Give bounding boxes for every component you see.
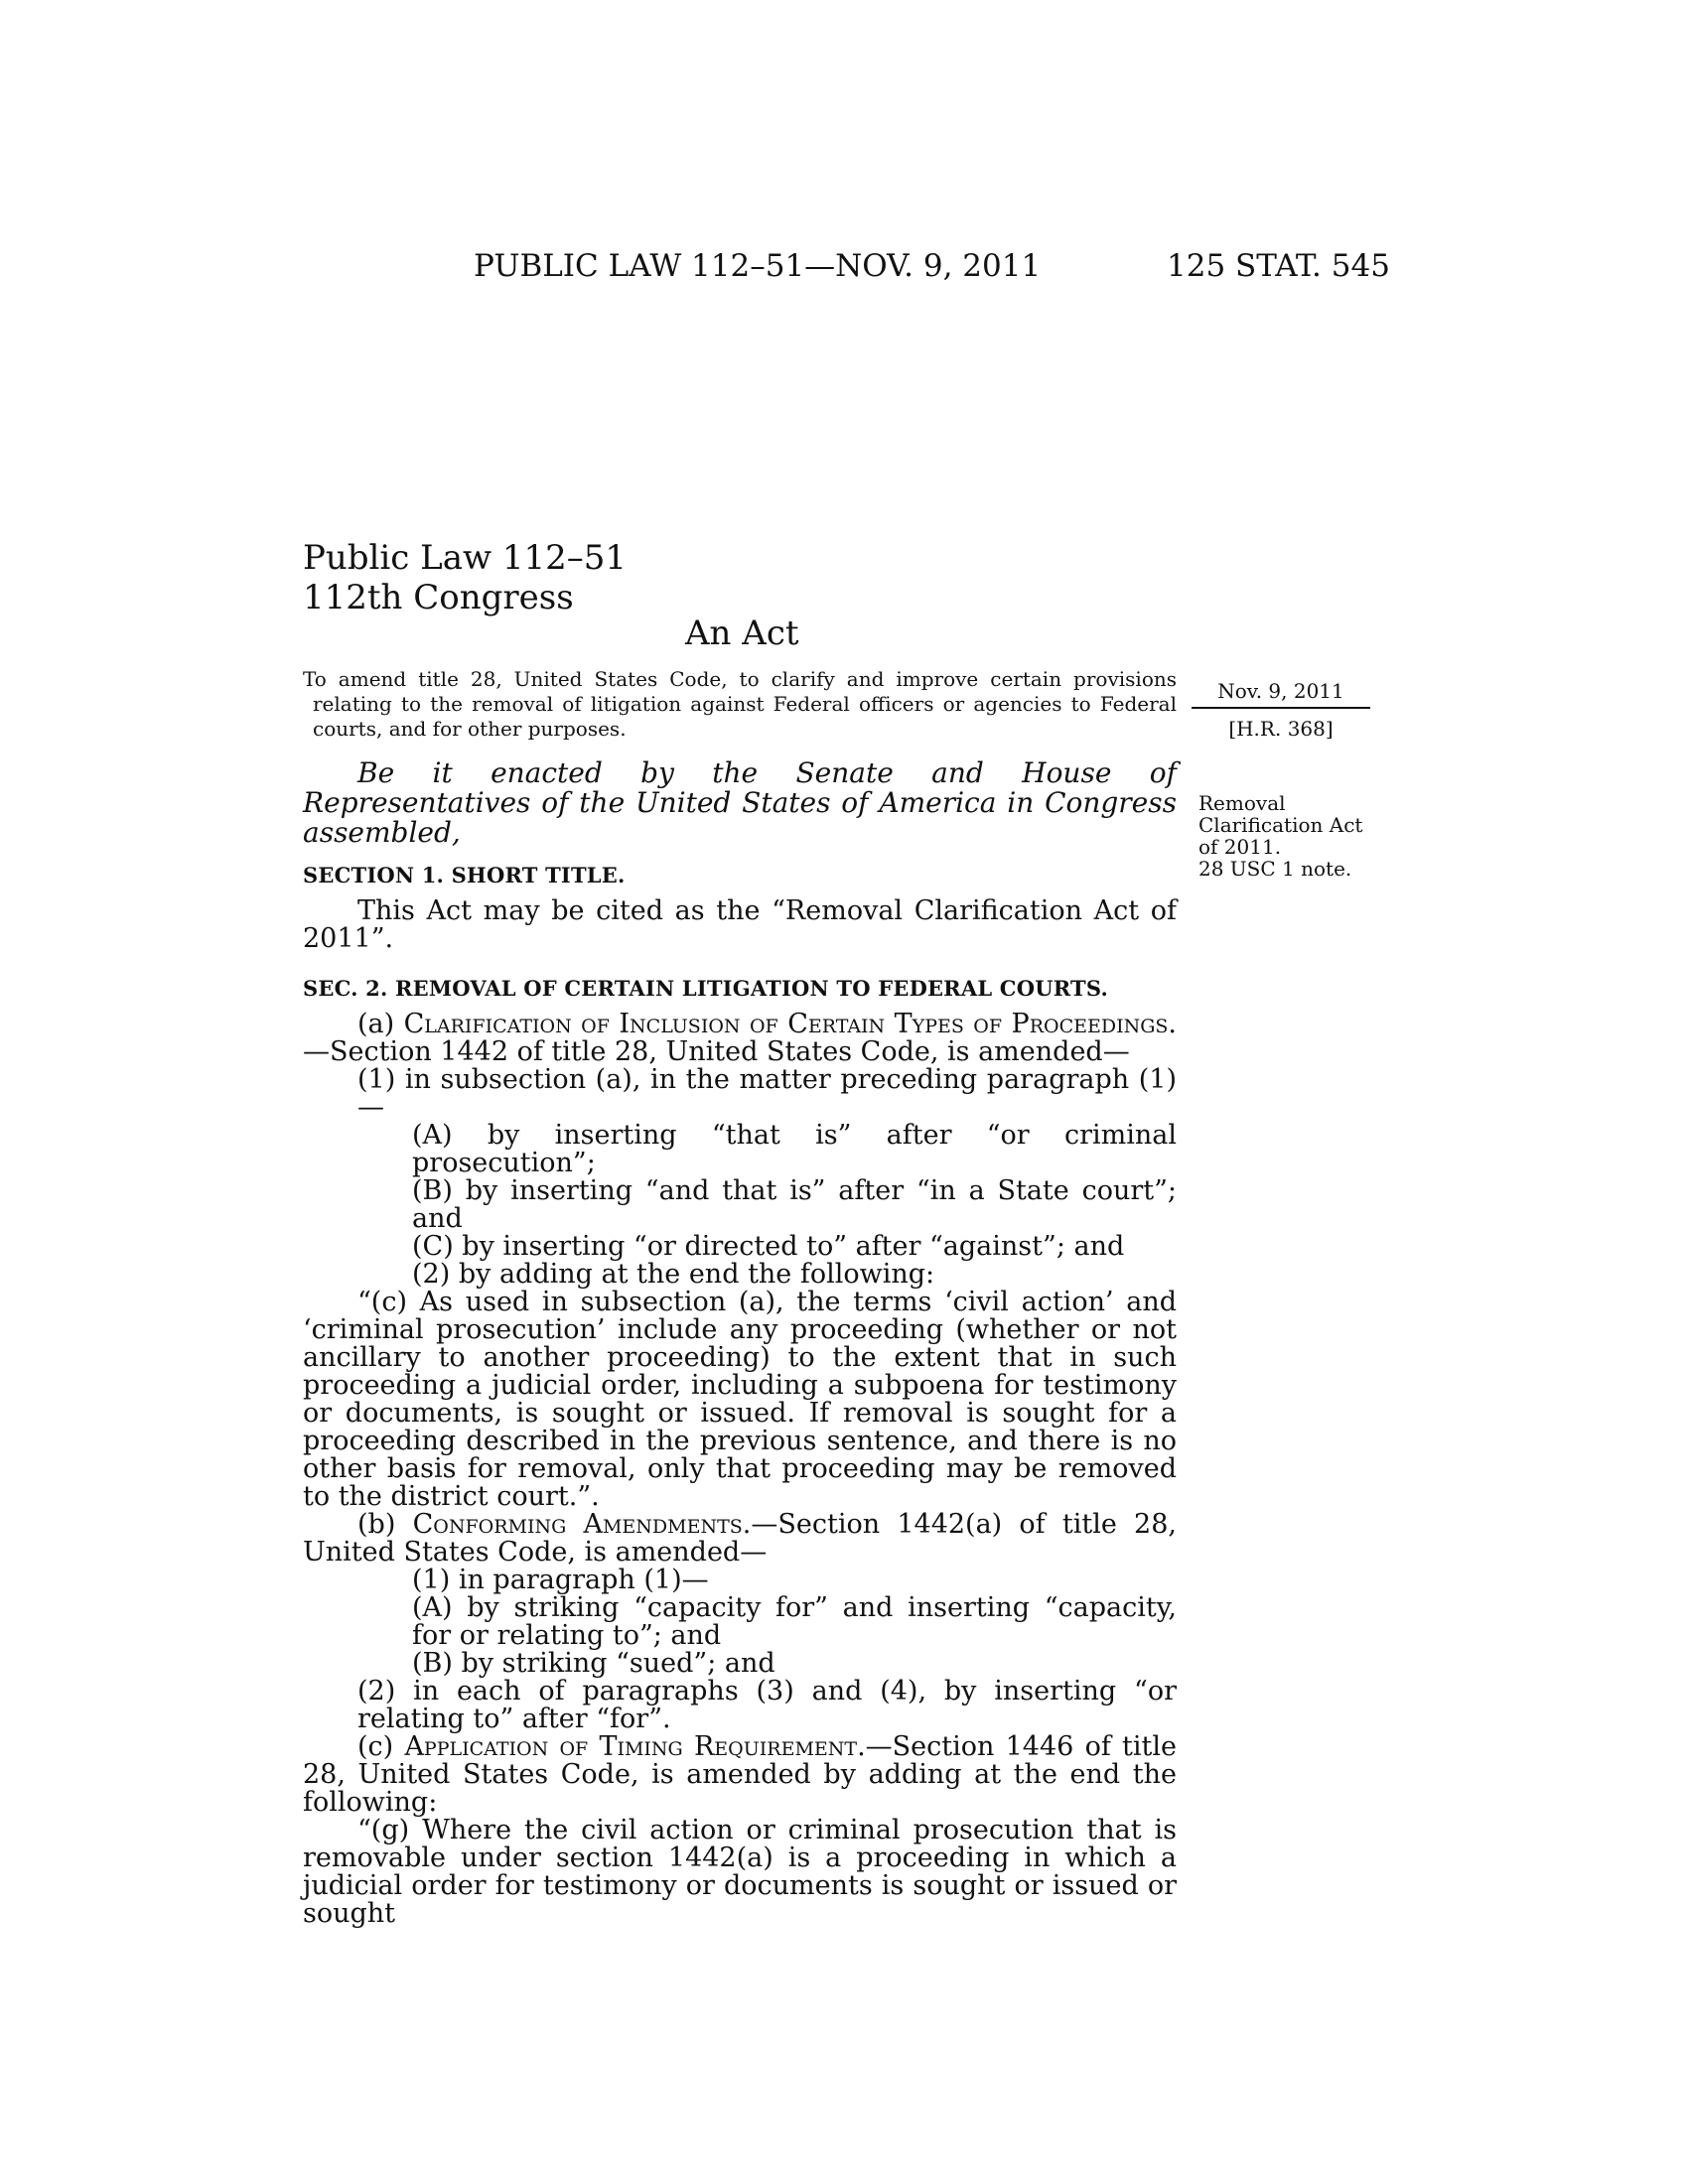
margin-note-line: Clarification Act: [1198, 813, 1363, 837]
clause-a1-B: (B) by inserting “and that is” after “in a State court”; and: [412, 1175, 1177, 1234]
section-2-heading: SEC. 2. REMOVAL OF CERTAIN LITIGATION TO FEDERAL COURTS.: [303, 976, 1108, 1001]
public-law-number: Public Law 112–51: [303, 538, 628, 578]
margin-note-line: 28 USC 1 note.: [1198, 857, 1352, 881]
enactment-date: Nov. 9, 2011: [1192, 679, 1370, 709]
subsection-b-text: —Section 1442(a) of title 28, United States Code, is amended—: [303, 1509, 1177, 1568]
act-body: [303, 758, 1177, 1928]
section-1-text: This Act may be cited as the “Removal Clarification Act of 2011”.: [303, 895, 1177, 954]
subsection-c-caption: Application of Timing Requirement.: [404, 1731, 866, 1762]
margin-note-line: of 2011.: [1198, 835, 1282, 859]
paragraph-a1: (1) in subsection (a), in the matter preceding paragraph (1)—: [357, 1064, 1177, 1123]
paragraph-b2: (2) in each of paragraphs (3) and (4), by inserting “or relating to” after “for”.: [357, 1676, 1177, 1734]
date-bill-box: [1192, 679, 1370, 741]
quoted-subsection-c: “(c) As used in subsection (a), the terms ‘civil action’ and ‘criminal prosecution’ include any proceeding (whether or not ancillary to another proceeding) to the extent that in such proceeding a judicial order, including a subpoena for testimony or documents, is sought or issued. If removal is sought for a proceeding described in the previous sentence, and there is no other basis for removal, only that proceeding may be removed to the district court.”.: [303, 1287, 1177, 1512]
act-title: An Act: [685, 614, 799, 653]
congress-number: 112th Congress: [303, 578, 574, 617]
paragraph-a2: (2) by adding at the end the following:: [412, 1259, 935, 1290]
subsection-a-text: —Section 1442 of title 28, United States Code, is amended—: [303, 1036, 1130, 1067]
margin-note-line: Removal: [1198, 791, 1286, 815]
bill-number: [H.R. 368]: [1228, 717, 1334, 741]
purpose-statement: To amend title 28, United States Code, to clarify and improve certain provisions relating to the removal of litigation against Federal officers or agencies to Federal courts, and for other purposes.: [303, 667, 1177, 741]
subsection-b-caption: Conforming Amendments.: [412, 1509, 752, 1540]
clause-b1-A: (A) by striking “capacity for” and inserting “capacity, for or relating to”; and: [412, 1592, 1177, 1651]
subsection-b: [303, 1511, 1177, 1567]
section-1-heading: SECTION 1. SHORT TITLE.: [303, 863, 626, 887]
subsection-c-label: (c): [357, 1731, 405, 1762]
quoted-subsection-g: “(g) Where the civil action or criminal prosecution that is removable under section 1442(a) is a proceeding in which a judicial order for testimony or documents is sought or issued or sought: [303, 1815, 1177, 1929]
subsection-c: [303, 1733, 1177, 1817]
subsection-a-label: (a): [357, 1009, 404, 1039]
running-header-left: PUBLIC LAW 112–51—NOV. 9, 2011: [474, 248, 1042, 284]
subsection-b-label: (b): [357, 1509, 413, 1540]
subsection-c-text: —Section 1446 of title 28, United States Code, is amended by adding at the end the following:: [303, 1731, 1178, 1818]
paragraph-b1: (1) in paragraph (1)—: [412, 1565, 709, 1595]
subsection-a: [303, 1011, 1177, 1066]
enacting-clause: Be it enacted by the Senate and House of Representatives of the United States of America in Congress assembled,: [303, 756, 1177, 849]
clause-b1-B: (B) by striking “sued”; and: [412, 1648, 775, 1679]
subsection-a-caption: Clarification of Inclusion of Certain Types of Proceedings.: [403, 1009, 1177, 1039]
running-header-page-number: 125 STAT. 545: [1167, 248, 1390, 284]
margin-note: [1198, 792, 1362, 880]
clause-a1-C: (C) by inserting “or directed to” after “against”; and: [412, 1231, 1125, 1262]
clause-a1-A: (A) by inserting “that is” after “or criminal prosecution”;: [412, 1120, 1177, 1178]
